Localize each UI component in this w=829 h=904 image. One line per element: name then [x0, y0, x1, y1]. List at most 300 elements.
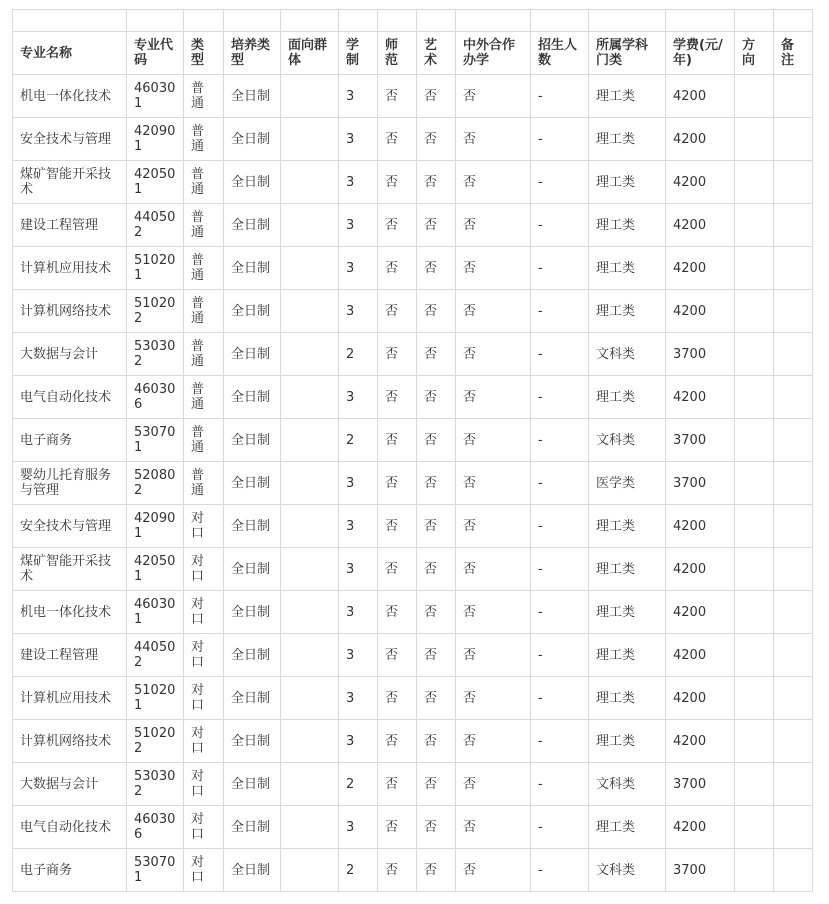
remarks-cell	[774, 247, 813, 290]
art-cell: 否	[417, 505, 456, 548]
direction-cell	[735, 247, 774, 290]
direction-cell	[735, 462, 774, 505]
enrollment-cell: -	[531, 763, 589, 806]
header-target-group: 面向群体	[281, 32, 339, 75]
table-row	[13, 849, 813, 892]
art-cell: 否	[417, 290, 456, 333]
major-name-cell: 计算机网络技术	[13, 720, 127, 763]
target-group-cell	[281, 849, 339, 892]
art-cell: 否	[417, 849, 456, 892]
remarks-cell	[774, 75, 813, 118]
discipline-cell: 理工类	[589, 634, 666, 677]
duration-cell: 3	[339, 806, 378, 849]
header-remarks: 备注	[774, 32, 813, 75]
art-cell: 否	[417, 247, 456, 290]
art-cell: 否	[417, 204, 456, 247]
normal-cell: 否	[378, 806, 417, 849]
table-row	[13, 333, 813, 376]
type-cell: 对口	[184, 677, 224, 720]
training-type-cell: 全日制	[224, 419, 281, 462]
tuition-cell: 4200	[666, 376, 735, 419]
art-cell: 否	[417, 763, 456, 806]
normal-cell: 否	[378, 376, 417, 419]
training-type-cell: 全日制	[224, 548, 281, 591]
duration-cell: 2	[339, 333, 378, 376]
major-code-cell: 520802	[127, 462, 184, 505]
major-name-cell: 计算机应用技术	[13, 677, 127, 720]
joint-program-cell: 否	[456, 419, 531, 462]
direction-cell	[735, 161, 774, 204]
major-code-cell: 420901	[127, 118, 184, 161]
major-code-cell: 530701	[127, 419, 184, 462]
enrollment-cell: -	[531, 591, 589, 634]
remarks-cell	[774, 204, 813, 247]
normal-cell: 否	[378, 548, 417, 591]
art-cell: 否	[417, 591, 456, 634]
blank-cell	[531, 10, 589, 32]
duration-cell: 3	[339, 204, 378, 247]
remarks-cell	[774, 849, 813, 892]
training-type-cell: 全日制	[224, 462, 281, 505]
major-name-cell: 煤矿智能开采技术	[13, 161, 127, 204]
type-cell: 普通	[184, 376, 224, 419]
target-group-cell	[281, 118, 339, 161]
header-normal: 师范	[378, 32, 417, 75]
blank-cell	[378, 10, 417, 32]
major-name-cell: 机电一体化技术	[13, 75, 127, 118]
art-cell: 否	[417, 333, 456, 376]
target-group-cell	[281, 376, 339, 419]
target-group-cell	[281, 763, 339, 806]
blank-cell	[774, 10, 813, 32]
major-name-cell: 计算机应用技术	[13, 247, 127, 290]
remarks-cell	[774, 677, 813, 720]
enrollment-cell: -	[531, 677, 589, 720]
direction-cell	[735, 118, 774, 161]
table-row	[13, 548, 813, 591]
tuition-cell: 4200	[666, 75, 735, 118]
duration-cell: 2	[339, 419, 378, 462]
direction-cell	[735, 75, 774, 118]
training-type-cell: 全日制	[224, 247, 281, 290]
joint-program-cell: 否	[456, 161, 531, 204]
header-major-name: 专业名称	[13, 32, 127, 75]
table-row	[13, 419, 813, 462]
direction-cell	[735, 204, 774, 247]
target-group-cell	[281, 204, 339, 247]
training-type-cell: 全日制	[224, 333, 281, 376]
joint-program-cell: 否	[456, 75, 531, 118]
tuition-cell: 4200	[666, 806, 735, 849]
discipline-cell: 文科类	[589, 763, 666, 806]
blank-cell	[666, 10, 735, 32]
enrollment-cell: -	[531, 548, 589, 591]
duration-cell: 3	[339, 720, 378, 763]
type-cell: 对口	[184, 720, 224, 763]
training-type-cell: 全日制	[224, 806, 281, 849]
remarks-cell	[774, 376, 813, 419]
discipline-cell: 理工类	[589, 376, 666, 419]
discipline-cell: 医学类	[589, 462, 666, 505]
duration-cell: 3	[339, 505, 378, 548]
duration-cell: 3	[339, 591, 378, 634]
header-major-code: 专业代码	[127, 32, 184, 75]
discipline-cell: 文科类	[589, 333, 666, 376]
target-group-cell	[281, 548, 339, 591]
blank-cell	[589, 10, 666, 32]
direction-cell	[735, 806, 774, 849]
target-group-cell	[281, 634, 339, 677]
art-cell: 否	[417, 720, 456, 763]
art-cell: 否	[417, 548, 456, 591]
joint-program-cell: 否	[456, 462, 531, 505]
major-name-cell: 电子商务	[13, 419, 127, 462]
type-cell: 普通	[184, 333, 224, 376]
normal-cell: 否	[378, 419, 417, 462]
remarks-cell	[774, 290, 813, 333]
duration-cell: 3	[339, 376, 378, 419]
joint-program-cell: 否	[456, 591, 531, 634]
joint-program-cell: 否	[456, 118, 531, 161]
normal-cell: 否	[378, 247, 417, 290]
joint-program-cell: 否	[456, 376, 531, 419]
type-cell: 对口	[184, 634, 224, 677]
type-cell: 普通	[184, 419, 224, 462]
remarks-cell	[774, 548, 813, 591]
duration-cell: 3	[339, 290, 378, 333]
header-enrollment: 招生人数	[531, 32, 589, 75]
major-name-cell: 婴幼儿托育服务与管理	[13, 462, 127, 505]
joint-program-cell: 否	[456, 247, 531, 290]
type-cell: 对口	[184, 548, 224, 591]
table-row	[13, 462, 813, 505]
enrollment-cell: -	[531, 204, 589, 247]
normal-cell: 否	[378, 161, 417, 204]
major-name-cell: 大数据与会计	[13, 333, 127, 376]
direction-cell	[735, 849, 774, 892]
table-row	[13, 161, 813, 204]
tuition-cell: 4200	[666, 290, 735, 333]
major-code-cell: 460306	[127, 376, 184, 419]
normal-cell: 否	[378, 462, 417, 505]
discipline-cell: 理工类	[589, 118, 666, 161]
tuition-cell: 4200	[666, 505, 735, 548]
enrollment-cell: -	[531, 505, 589, 548]
remarks-cell	[774, 161, 813, 204]
header-row	[13, 32, 813, 75]
type-cell: 普通	[184, 290, 224, 333]
joint-program-cell: 否	[456, 763, 531, 806]
major-code-cell: 440502	[127, 204, 184, 247]
art-cell: 否	[417, 376, 456, 419]
enrollment-cell: -	[531, 849, 589, 892]
table-container	[12, 9, 813, 892]
blank-cell	[339, 10, 378, 32]
target-group-cell	[281, 419, 339, 462]
training-type-cell: 全日制	[224, 634, 281, 677]
discipline-cell: 理工类	[589, 548, 666, 591]
enrollment-cell: -	[531, 75, 589, 118]
training-type-cell: 全日制	[224, 204, 281, 247]
target-group-cell	[281, 720, 339, 763]
art-cell: 否	[417, 75, 456, 118]
duration-cell: 3	[339, 677, 378, 720]
direction-cell	[735, 505, 774, 548]
major-code-cell: 530302	[127, 763, 184, 806]
enrollment-cell: -	[531, 376, 589, 419]
target-group-cell	[281, 591, 339, 634]
enrollment-cell: -	[531, 333, 589, 376]
header-art: 艺术	[417, 32, 456, 75]
major-code-cell: 460301	[127, 591, 184, 634]
normal-cell: 否	[378, 634, 417, 677]
type-cell: 普通	[184, 247, 224, 290]
target-group-cell	[281, 677, 339, 720]
tuition-cell: 3700	[666, 333, 735, 376]
training-type-cell: 全日制	[224, 720, 281, 763]
table-body	[13, 10, 813, 892]
remarks-cell	[774, 634, 813, 677]
training-type-cell: 全日制	[224, 75, 281, 118]
blank-cell	[281, 10, 339, 32]
duration-cell: 3	[339, 462, 378, 505]
major-name-cell: 大数据与会计	[13, 763, 127, 806]
blank-cell	[127, 10, 184, 32]
normal-cell: 否	[378, 75, 417, 118]
training-type-cell: 全日制	[224, 161, 281, 204]
tuition-cell: 3700	[666, 763, 735, 806]
table-row	[13, 118, 813, 161]
remarks-cell	[774, 806, 813, 849]
major-name-cell: 建设工程管理	[13, 204, 127, 247]
blank-cell	[184, 10, 224, 32]
header-training-type: 培养类型	[224, 32, 281, 75]
art-cell: 否	[417, 462, 456, 505]
duration-cell: 2	[339, 849, 378, 892]
major-code-cell: 510202	[127, 720, 184, 763]
major-code-cell: 420501	[127, 548, 184, 591]
blank-cell	[13, 10, 127, 32]
type-cell: 对口	[184, 763, 224, 806]
table-row	[13, 290, 813, 333]
tuition-cell: 4200	[666, 247, 735, 290]
table-row	[13, 677, 813, 720]
direction-cell	[735, 419, 774, 462]
tuition-cell: 4200	[666, 634, 735, 677]
art-cell: 否	[417, 118, 456, 161]
major-name-cell: 电气自动化技术	[13, 376, 127, 419]
training-type-cell: 全日制	[224, 290, 281, 333]
duration-cell: 3	[339, 161, 378, 204]
discipline-cell: 理工类	[589, 161, 666, 204]
target-group-cell	[281, 333, 339, 376]
type-cell: 对口	[184, 591, 224, 634]
blank-cell	[456, 10, 531, 32]
joint-program-cell: 否	[456, 548, 531, 591]
target-group-cell	[281, 462, 339, 505]
type-cell: 普通	[184, 161, 224, 204]
discipline-cell: 理工类	[589, 591, 666, 634]
direction-cell	[735, 591, 774, 634]
major-code-cell: 420501	[127, 161, 184, 204]
joint-program-cell: 否	[456, 634, 531, 677]
major-code-cell: 510202	[127, 290, 184, 333]
tuition-cell: 4200	[666, 677, 735, 720]
table-row	[13, 634, 813, 677]
target-group-cell	[281, 161, 339, 204]
normal-cell: 否	[378, 849, 417, 892]
training-type-cell: 全日制	[224, 677, 281, 720]
table-row	[13, 591, 813, 634]
remarks-cell	[774, 419, 813, 462]
table-row	[13, 505, 813, 548]
major-code-cell: 420901	[127, 505, 184, 548]
tuition-cell: 4200	[666, 204, 735, 247]
normal-cell: 否	[378, 118, 417, 161]
discipline-cell: 理工类	[589, 505, 666, 548]
remarks-cell	[774, 333, 813, 376]
direction-cell	[735, 720, 774, 763]
type-cell: 对口	[184, 849, 224, 892]
enrollment-cell: -	[531, 462, 589, 505]
art-cell: 否	[417, 161, 456, 204]
duration-cell: 3	[339, 247, 378, 290]
major-table	[12, 9, 813, 892]
major-name-cell: 电气自动化技术	[13, 806, 127, 849]
training-type-cell: 全日制	[224, 763, 281, 806]
major-code-cell: 530701	[127, 849, 184, 892]
major-code-cell: 530302	[127, 333, 184, 376]
type-cell: 普通	[184, 118, 224, 161]
direction-cell	[735, 677, 774, 720]
major-name-cell: 安全技术与管理	[13, 505, 127, 548]
remarks-cell	[774, 591, 813, 634]
discipline-cell: 文科类	[589, 849, 666, 892]
major-name-cell: 电子商务	[13, 849, 127, 892]
major-code-cell: 510201	[127, 677, 184, 720]
blank-cell	[417, 10, 456, 32]
enrollment-cell: -	[531, 118, 589, 161]
enrollment-cell: -	[531, 247, 589, 290]
duration-cell: 3	[339, 634, 378, 677]
discipline-cell: 理工类	[589, 290, 666, 333]
normal-cell: 否	[378, 677, 417, 720]
duration-cell: 2	[339, 763, 378, 806]
training-type-cell: 全日制	[224, 118, 281, 161]
major-name-cell: 安全技术与管理	[13, 118, 127, 161]
tuition-cell: 3700	[666, 419, 735, 462]
joint-program-cell: 否	[456, 290, 531, 333]
direction-cell	[735, 763, 774, 806]
discipline-cell: 理工类	[589, 204, 666, 247]
enrollment-cell: -	[531, 806, 589, 849]
direction-cell	[735, 376, 774, 419]
type-cell: 普通	[184, 204, 224, 247]
joint-program-cell: 否	[456, 204, 531, 247]
blank-cell	[224, 10, 281, 32]
normal-cell: 否	[378, 720, 417, 763]
type-cell: 对口	[184, 505, 224, 548]
major-code-cell: 460306	[127, 806, 184, 849]
training-type-cell: 全日制	[224, 505, 281, 548]
header-discipline: 所属学科门类	[589, 32, 666, 75]
header-type: 类型	[184, 32, 224, 75]
normal-cell: 否	[378, 763, 417, 806]
table-row	[13, 806, 813, 849]
major-code-cell: 440502	[127, 634, 184, 677]
table-row	[13, 763, 813, 806]
blank-row	[13, 10, 813, 32]
normal-cell: 否	[378, 204, 417, 247]
discipline-cell: 理工类	[589, 720, 666, 763]
remarks-cell	[774, 118, 813, 161]
target-group-cell	[281, 806, 339, 849]
remarks-cell	[774, 763, 813, 806]
tuition-cell: 3700	[666, 849, 735, 892]
joint-program-cell: 否	[456, 849, 531, 892]
major-name-cell: 建设工程管理	[13, 634, 127, 677]
tuition-cell: 4200	[666, 591, 735, 634]
duration-cell: 3	[339, 548, 378, 591]
enrollment-cell: -	[531, 720, 589, 763]
direction-cell	[735, 290, 774, 333]
discipline-cell: 理工类	[589, 806, 666, 849]
training-type-cell: 全日制	[224, 591, 281, 634]
direction-cell	[735, 548, 774, 591]
enrollment-cell: -	[531, 419, 589, 462]
table-row	[13, 75, 813, 118]
type-cell: 对口	[184, 806, 224, 849]
header-tuition: 学费(元/年)	[666, 32, 735, 75]
major-code-cell: 460301	[127, 75, 184, 118]
major-name-cell: 煤矿智能开采技术	[13, 548, 127, 591]
art-cell: 否	[417, 419, 456, 462]
discipline-cell: 文科类	[589, 419, 666, 462]
art-cell: 否	[417, 806, 456, 849]
table-row	[13, 247, 813, 290]
remarks-cell	[774, 462, 813, 505]
discipline-cell: 理工类	[589, 677, 666, 720]
normal-cell: 否	[378, 591, 417, 634]
art-cell: 否	[417, 634, 456, 677]
target-group-cell	[281, 505, 339, 548]
joint-program-cell: 否	[456, 333, 531, 376]
target-group-cell	[281, 290, 339, 333]
normal-cell: 否	[378, 333, 417, 376]
training-type-cell: 全日制	[224, 376, 281, 419]
major-code-cell: 510201	[127, 247, 184, 290]
table-row	[13, 376, 813, 419]
tuition-cell: 4200	[666, 161, 735, 204]
remarks-cell	[774, 720, 813, 763]
normal-cell: 否	[378, 290, 417, 333]
tuition-cell: 4200	[666, 720, 735, 763]
type-cell: 普通	[184, 75, 224, 118]
joint-program-cell: 否	[456, 806, 531, 849]
tuition-cell: 4200	[666, 118, 735, 161]
direction-cell	[735, 634, 774, 677]
joint-program-cell: 否	[456, 720, 531, 763]
major-name-cell: 机电一体化技术	[13, 591, 127, 634]
major-name-cell: 计算机网络技术	[13, 290, 127, 333]
joint-program-cell: 否	[456, 677, 531, 720]
normal-cell: 否	[378, 505, 417, 548]
blank-cell	[735, 10, 774, 32]
duration-cell: 3	[339, 118, 378, 161]
joint-program-cell: 否	[456, 505, 531, 548]
duration-cell: 3	[339, 75, 378, 118]
tuition-cell: 4200	[666, 548, 735, 591]
